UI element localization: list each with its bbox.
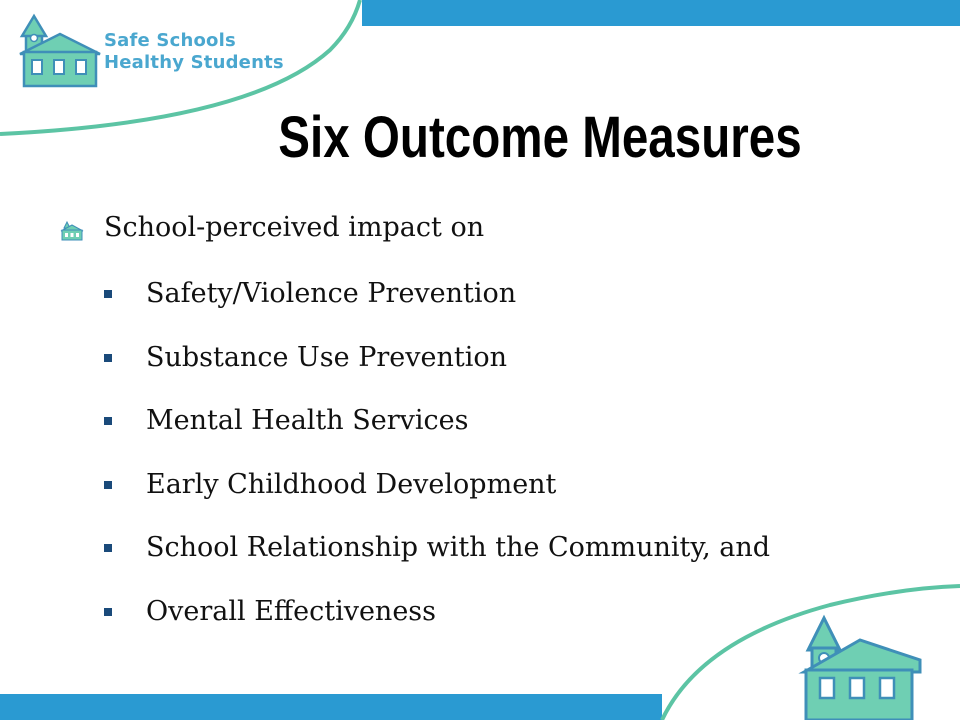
logo-wordmark (104, 30, 284, 74)
list-item-label: Overall Effectiveness (146, 595, 437, 627)
square-bullet-icon (104, 608, 112, 616)
list-item-label: School Relationship with the Community, and (146, 532, 771, 564)
logo-line-2: Healthy Students (104, 52, 284, 73)
square-bullet-icon (104, 354, 112, 362)
lead-text: School-perceived impact on (104, 212, 485, 243)
schoolhouse-bullet-icon (60, 220, 84, 242)
list-item-label: Mental Health Services (146, 405, 469, 437)
list-item-label: Safety/Violence Prevention (146, 278, 517, 309)
square-bullet-icon (104, 481, 112, 489)
corner-schoolhouse-icon (804, 618, 920, 720)
logo-line-1: Safe Schools (104, 30, 236, 51)
bottom-blue-band (0, 694, 662, 720)
top-blue-band (362, 0, 960, 26)
square-bullet-icon (104, 544, 112, 552)
square-bullet-icon (104, 417, 112, 425)
slide-title: Six Outcome Measures (278, 105, 802, 170)
list-item-label: Early Childhood Development (146, 468, 557, 500)
list-item-label: Substance Use Prevention (146, 341, 508, 373)
square-bullet-icon (104, 290, 112, 298)
logo-schoolhouse-icon (20, 16, 100, 86)
